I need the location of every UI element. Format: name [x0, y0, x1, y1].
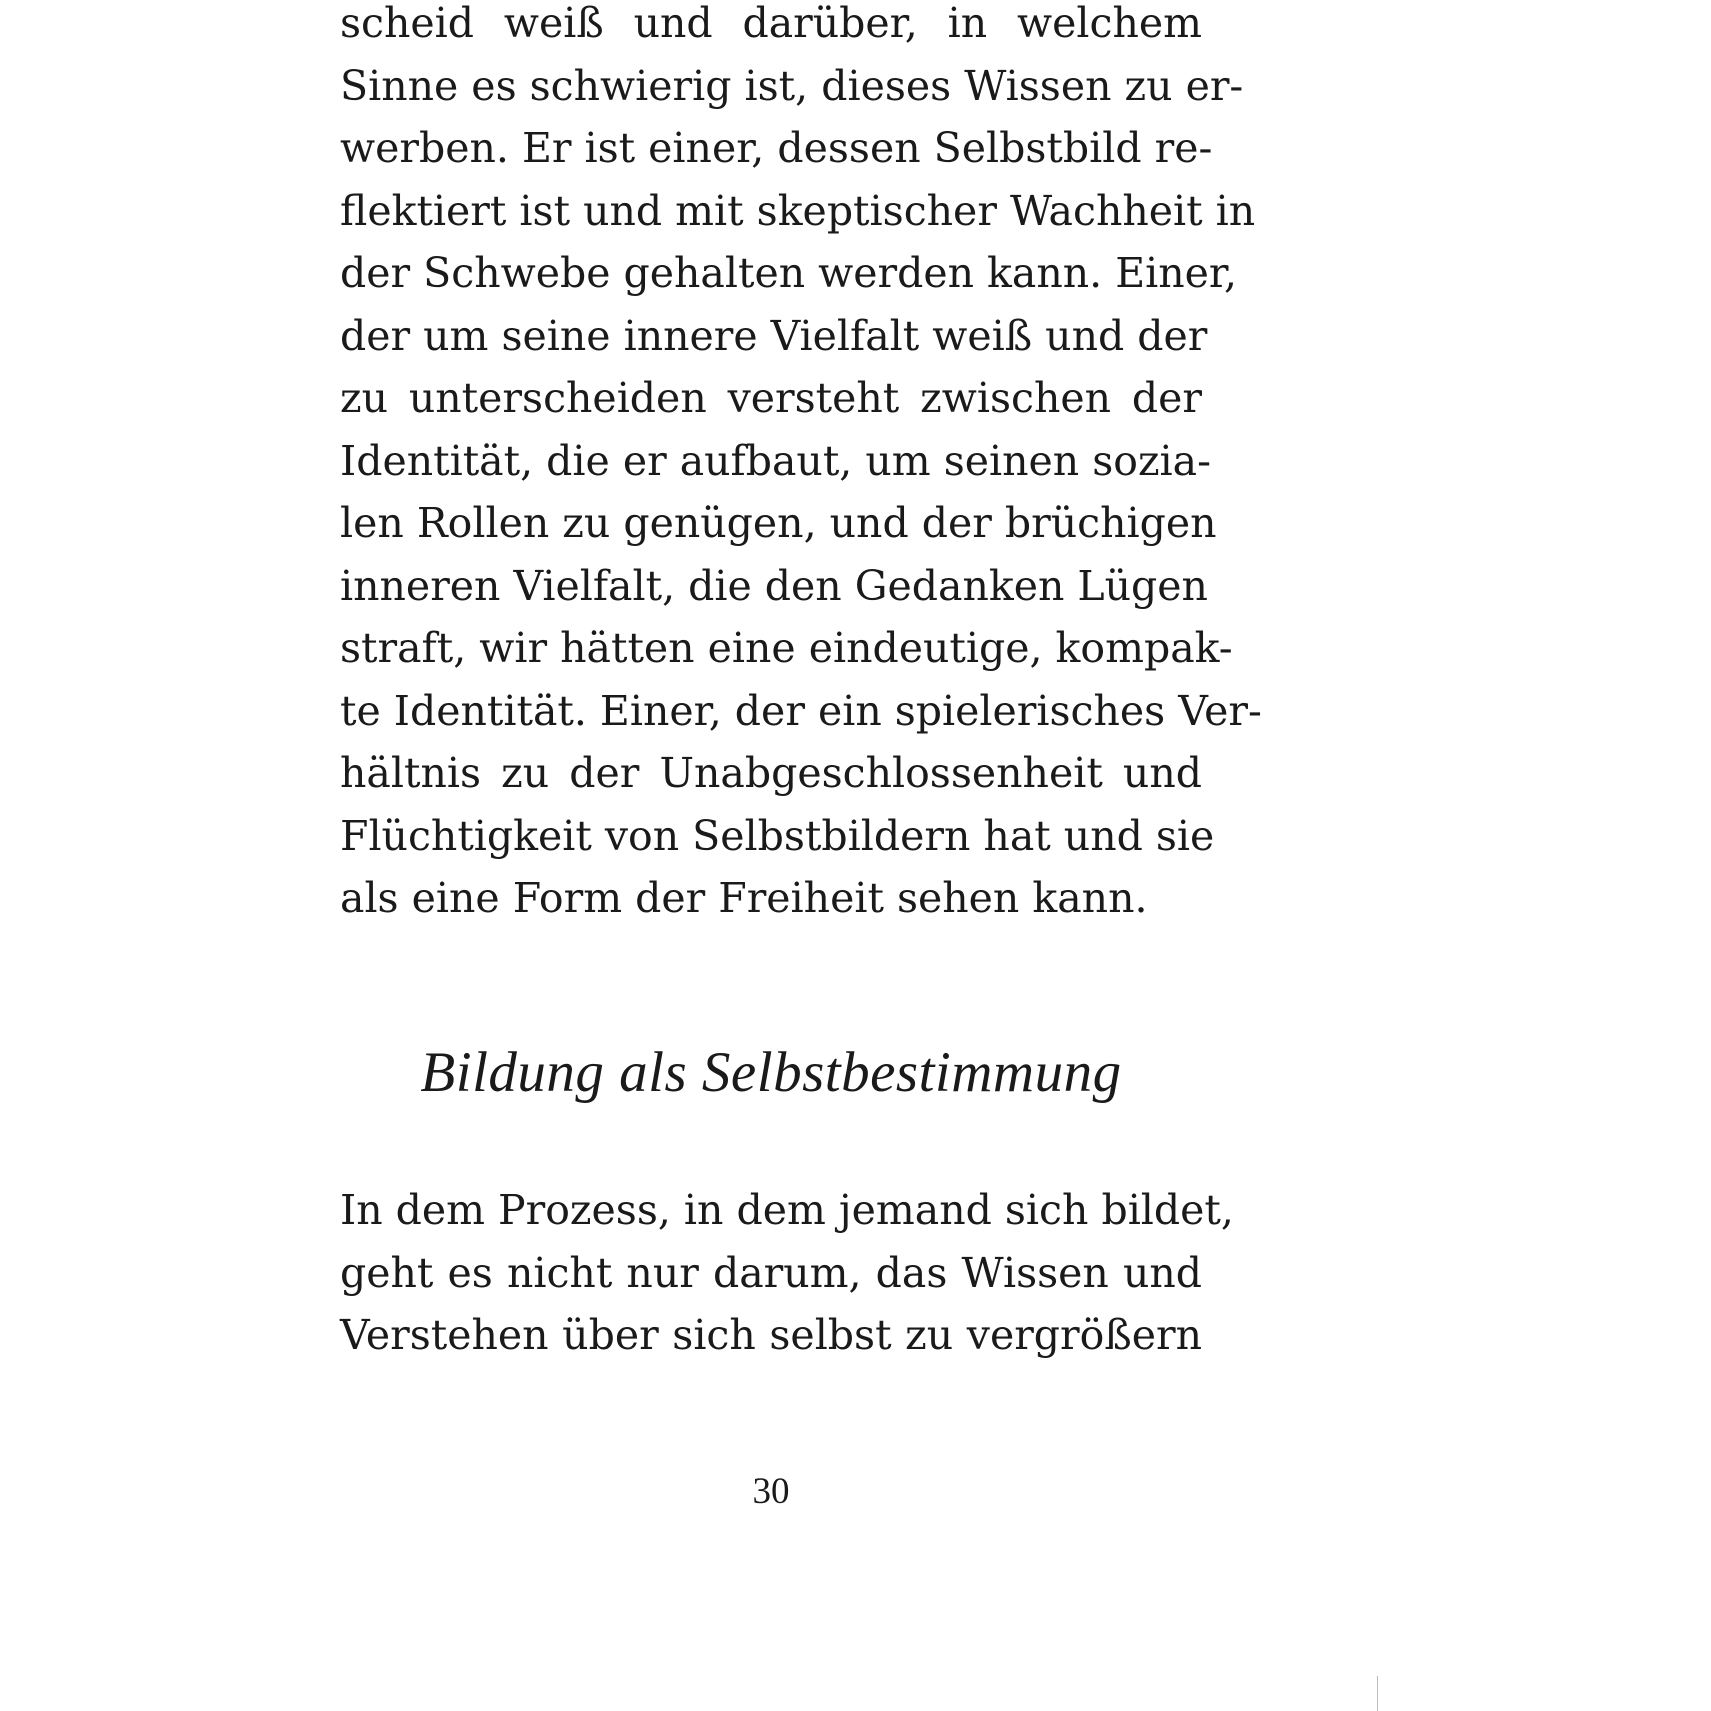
crop-mark — [1377, 1676, 1378, 1711]
text-line: len Rollen zu genügen, und der brüchigen — [340, 499, 1217, 547]
text-line: der Schwebe gehalten werden kann. Einer, — [340, 249, 1238, 297]
text-line: Flüchtigkeit von Selbstbildern hat und sie — [340, 811, 1215, 860]
text-line: werben. Er ist einer, dessen Selbstbild re- — [340, 124, 1213, 172]
text-line: Sinne es schwierig ist, dieses Wissen zu er- — [340, 61, 1244, 110]
body-paragraph — [340, 0, 1262, 930]
body-paragraph — [340, 1179, 1234, 1367]
text-line: te Identität. Einer, der ein spielerisches Ver- — [340, 686, 1262, 735]
page-number: 30 — [752, 1471, 790, 1512]
text-line: geht es nicht nur darum, das Wissen und — [340, 1248, 1202, 1297]
text-line: der um seine innere Vielfalt weiß und der — [340, 311, 1208, 360]
text-line: scheid weiß und darüber, in welchem — [340, 0, 1202, 47]
text-line: als eine Form der Freiheit sehen kann. — [340, 874, 1148, 922]
section-heading: Bildung als Selbstbestimmung — [420, 1041, 1122, 1104]
text-line: Verstehen über sich selbst zu vergrößern — [340, 1311, 1202, 1359]
text-line: inneren Vielfalt, die den Gedanken Lügen — [340, 561, 1208, 610]
text-line: flektiert ist und mit skeptischer Wachheit in — [340, 186, 1256, 235]
text-line: hältnis zu der Unabgeschlossenheit und — [340, 749, 1202, 797]
text-line: zu unterscheiden versteht zwischen der — [340, 374, 1202, 422]
text-line: Identität, die er aufbaut, um seinen sozia- — [340, 436, 1211, 485]
text-line: straft, wir hätten eine eindeutige, kompak- — [340, 624, 1233, 672]
text-line: In dem Prozess, in dem jemand sich bildet, — [340, 1186, 1234, 1234]
